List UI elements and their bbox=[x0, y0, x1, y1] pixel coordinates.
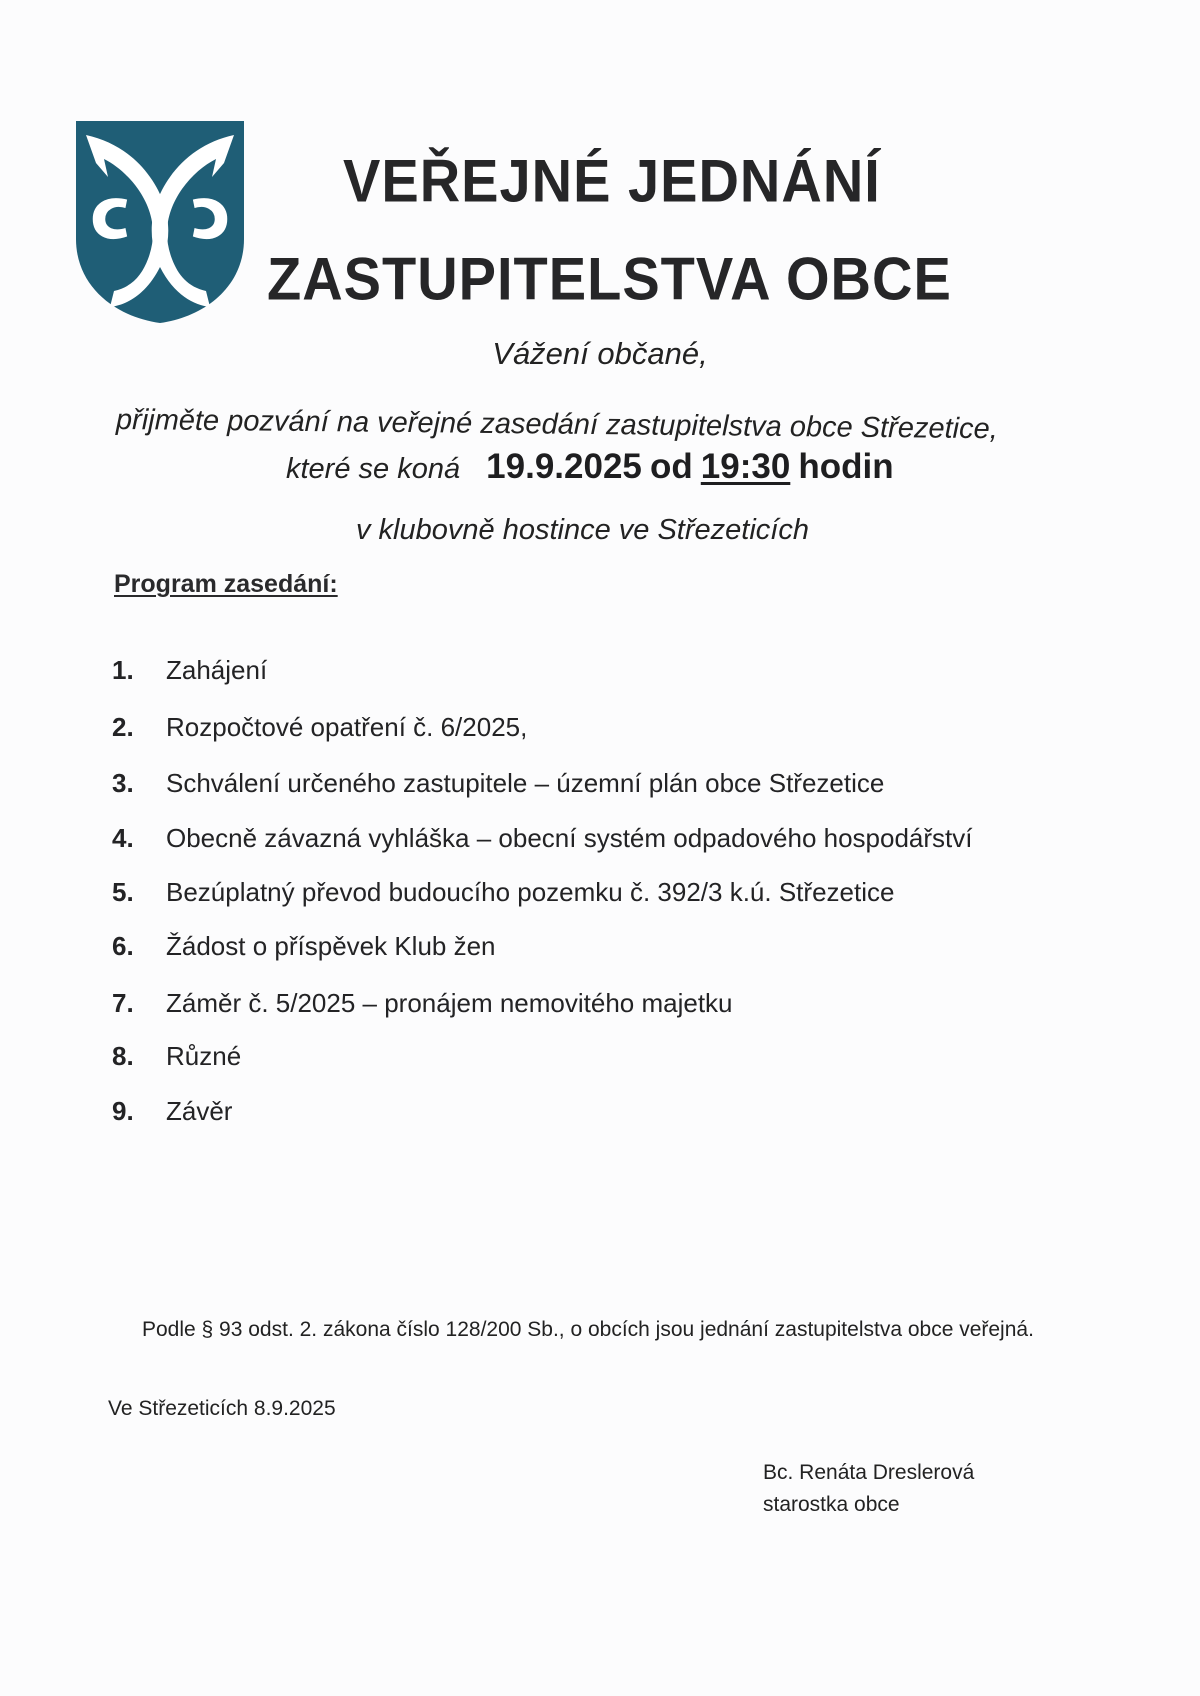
agenda-number: 2. bbox=[112, 712, 134, 742]
meeting-datetime bbox=[286, 447, 894, 487]
agenda-number: 9. bbox=[112, 1096, 134, 1126]
agenda-item bbox=[112, 988, 733, 1019]
agenda-number: 4. bbox=[112, 823, 134, 853]
greeting: Vážení občané, bbox=[492, 336, 708, 371]
coat-of-arms-icon bbox=[74, 119, 246, 325]
agenda-item bbox=[112, 655, 267, 686]
meeting-from: od bbox=[649, 447, 693, 486]
agenda-number: 8. bbox=[112, 1041, 134, 1071]
agenda-text: Záměr č. 5/2025 – pronájem nemovitého majetku bbox=[166, 988, 733, 1018]
agenda-item bbox=[112, 768, 884, 799]
signatory-name: Bc. Renáta Dreslerová bbox=[763, 1461, 975, 1484]
agenda-item bbox=[112, 877, 894, 908]
agenda-text: Žádost o příspěvek Klub žen bbox=[166, 931, 496, 961]
signature-block bbox=[763, 1457, 974, 1521]
agenda-item bbox=[112, 712, 527, 743]
agenda-item bbox=[112, 931, 496, 962]
agenda-item bbox=[112, 1041, 241, 1072]
agenda-text: Bezúplatný převod budoucího pozemku č. 392/3 k.ú. Střezetice bbox=[166, 877, 895, 907]
agenda-text: Schválení určeného zastupitele – územní plán obce Střezetice bbox=[166, 768, 885, 798]
program-heading: Program zasedání: bbox=[114, 570, 338, 598]
signatory-role: starostka obce bbox=[763, 1493, 900, 1516]
agenda-text: Obecně závazná vyhláška – obecní systém odpadového hospodářství bbox=[166, 823, 973, 853]
agenda-item bbox=[112, 823, 973, 854]
meeting-date: 19.9.2025 bbox=[486, 447, 642, 486]
agenda-text: Různé bbox=[166, 1041, 242, 1071]
agenda-number: 7. bbox=[112, 988, 134, 1018]
agenda-item bbox=[112, 1096, 232, 1127]
agenda-text: Zahájení bbox=[166, 655, 268, 685]
agenda-number: 1. bbox=[112, 655, 134, 685]
place-and-date: Ve Střezeticích 8.9.2025 bbox=[108, 1397, 336, 1420]
agenda-number: 3. bbox=[112, 768, 134, 798]
document-title-line2: ZASTUPITELSTVA OBCE bbox=[267, 244, 952, 313]
document-title-line1: VEŘEJNÉ JEDNÁNÍ bbox=[343, 146, 881, 215]
invitation-text: přijměte pozvání na veřejné zasedání zastupitelstva obce Střezetice, bbox=[115, 404, 998, 446]
agenda-text: Rozpočtové opatření č. 6/2025, bbox=[166, 712, 528, 742]
meeting-time-unit: hodin bbox=[798, 447, 894, 486]
agenda-text: Závěr bbox=[166, 1096, 233, 1126]
meeting-time: 19:30 bbox=[700, 447, 791, 486]
legal-note: Podle § 93 odst. 2. zákona číslo 128/200 Sb., o obcích jsou jednání zastupitelstva obce veřejná. bbox=[142, 1318, 1034, 1341]
meeting-location: v klubovně hostince ve Střezeticích bbox=[356, 514, 809, 546]
agenda-number: 6. bbox=[112, 931, 134, 961]
datetime-lead: které se koná bbox=[286, 453, 461, 485]
agenda-number: 5. bbox=[112, 877, 134, 907]
